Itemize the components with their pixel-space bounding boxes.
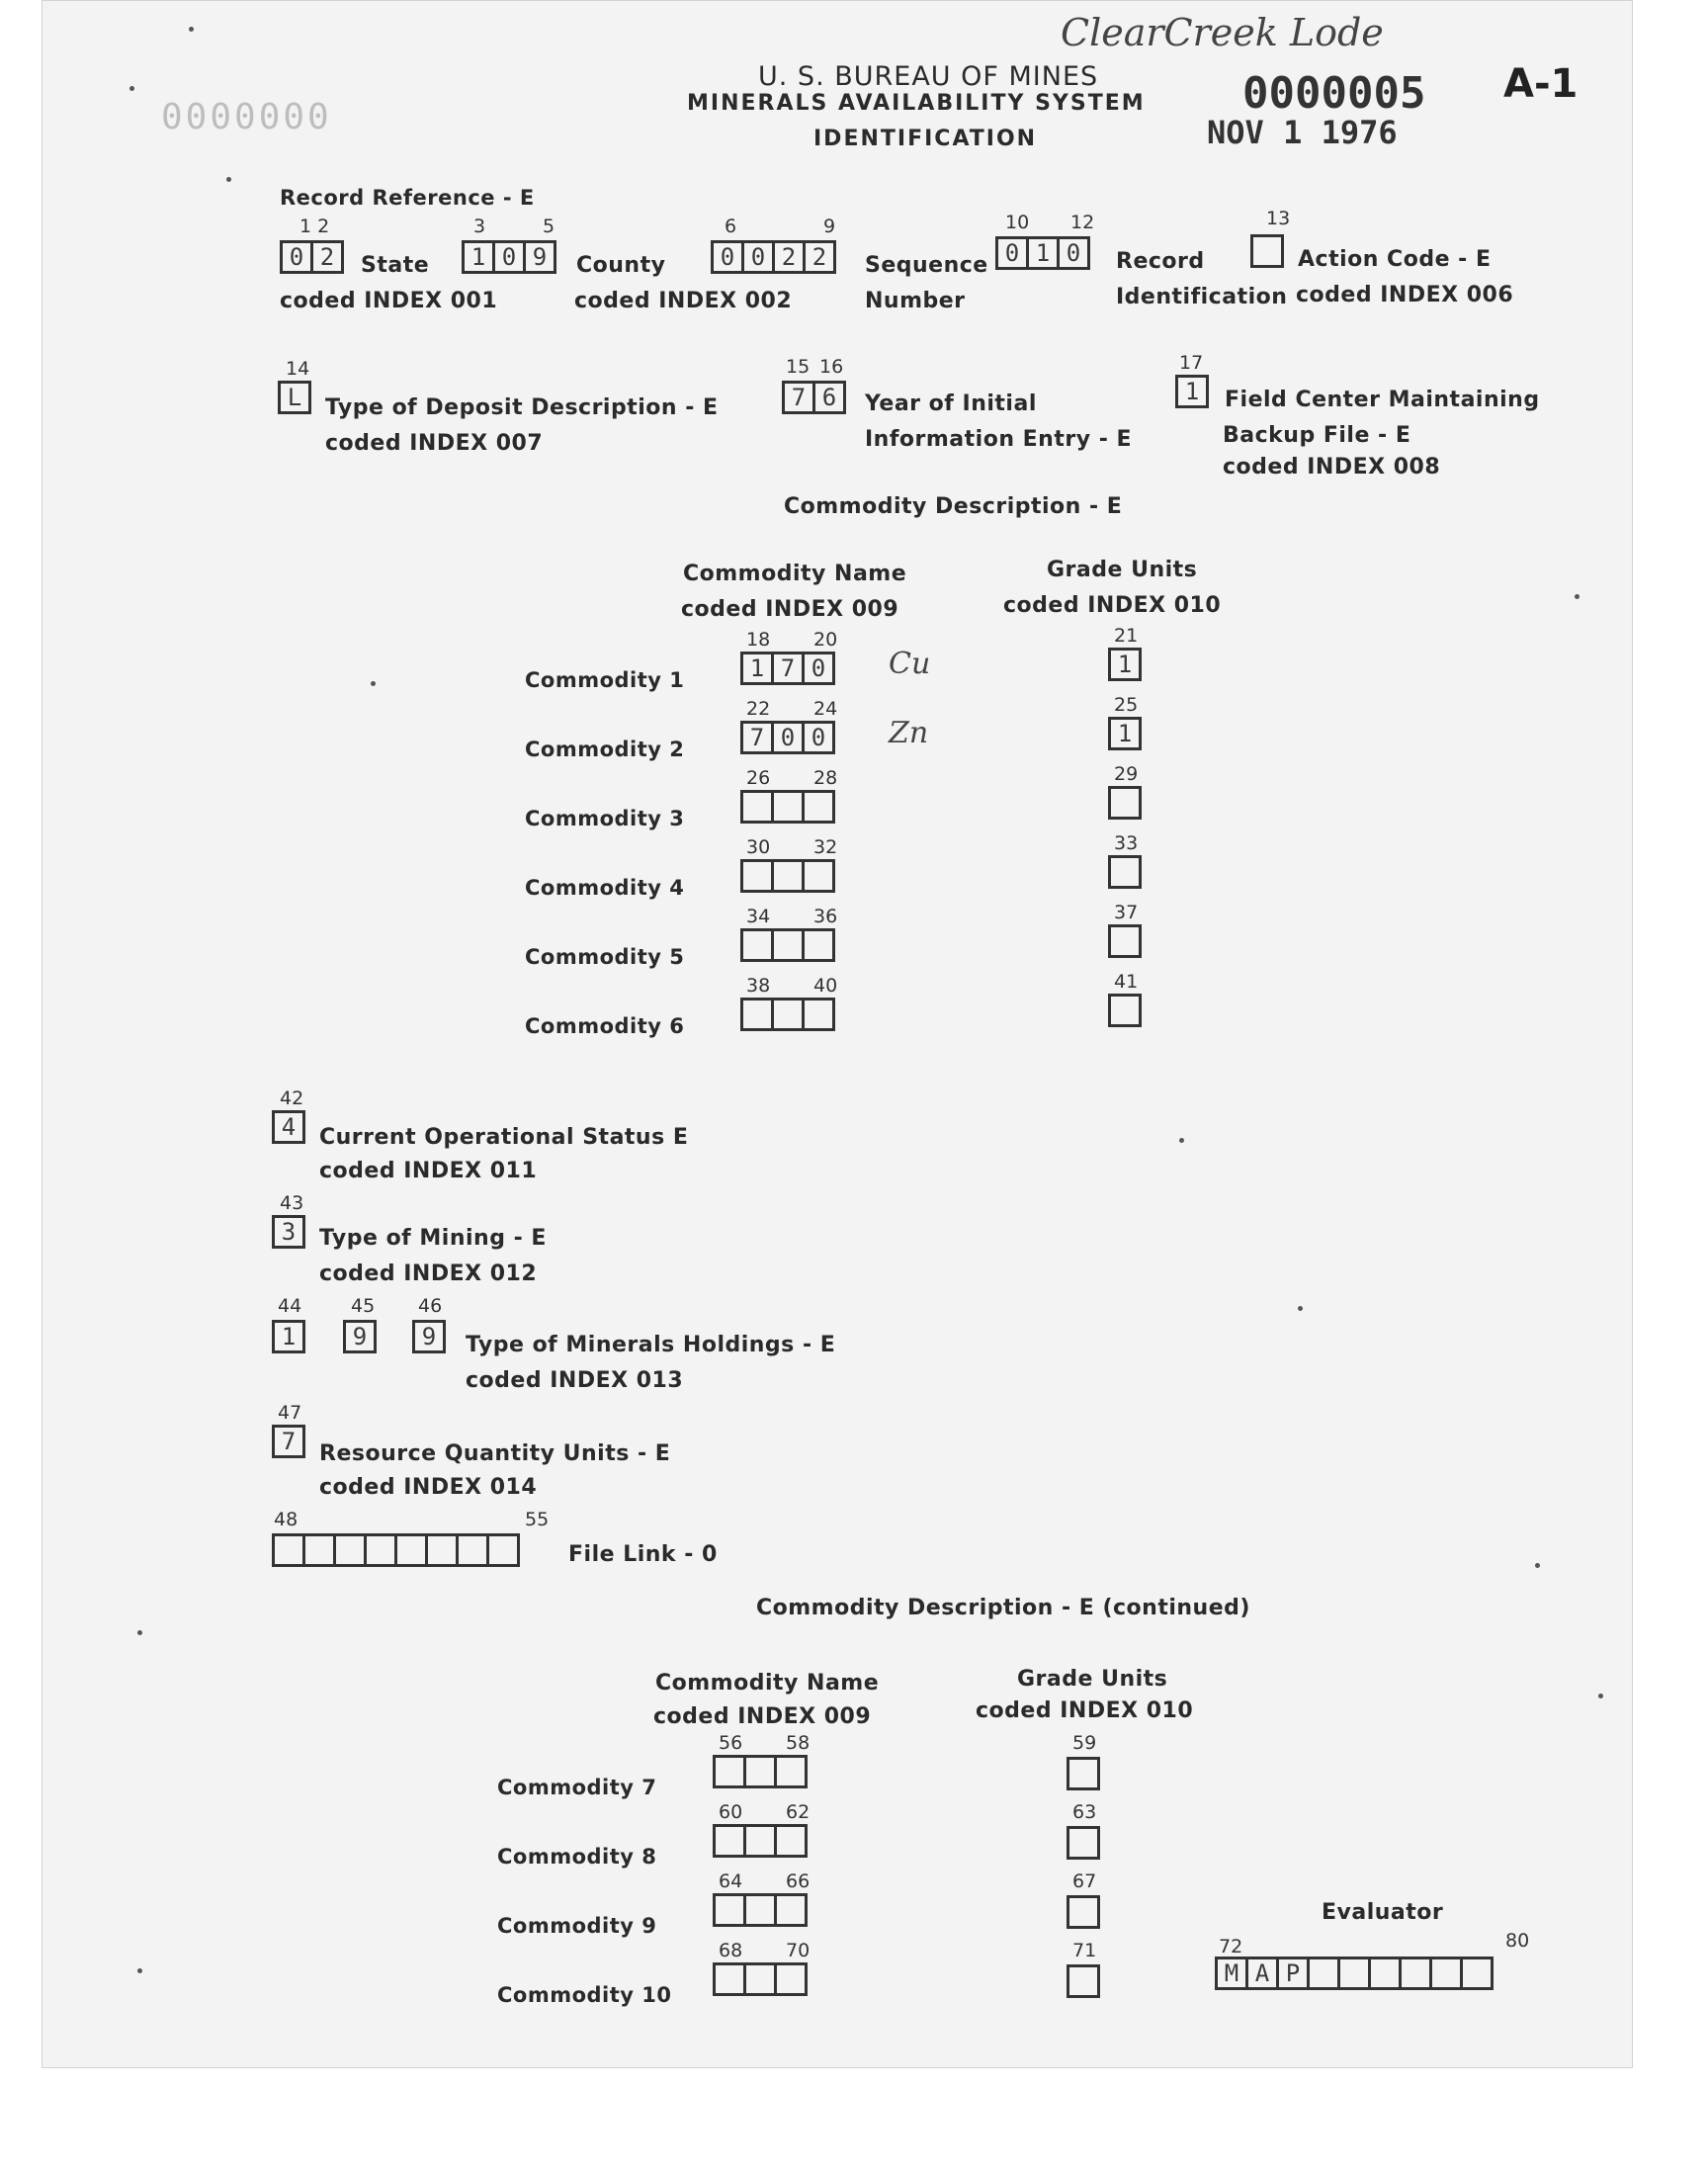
quantity-units-field[interactable] — [272, 1425, 305, 1458]
scan-speck — [1298, 1306, 1303, 1311]
grade-units-index-2: coded INDEX 010 — [976, 1698, 1194, 1723]
grade-units-field[interactable] — [1067, 1757, 1100, 1790]
commodity-name-field[interactable] — [740, 652, 835, 685]
commodity-name-field-cell[interactable] — [743, 1824, 777, 1858]
commodity-name-field-cell[interactable] — [743, 1893, 777, 1927]
record-cell[interactable]: 0 — [1057, 236, 1090, 270]
commodity-name-field-cell[interactable] — [740, 790, 774, 824]
scan-speck — [1598, 1694, 1603, 1698]
grade-units-field-cell[interactable] — [1067, 1757, 1100, 1790]
grade-col: 41 — [1114, 971, 1139, 993]
grade-units-header: Grade Units — [1047, 558, 1198, 582]
county-code-field[interactable] — [462, 240, 556, 274]
file-link-cell[interactable] — [425, 1533, 459, 1567]
file-link-cell[interactable] — [364, 1533, 397, 1567]
commodity-section-title: Commodity Description - E — [784, 494, 1123, 519]
grade-units-field-cell[interactable]: 1 — [1108, 648, 1142, 681]
county-col-end: 5 — [543, 216, 555, 237]
commodity-row-label: Commodity 9 — [497, 1914, 657, 1938]
commodity-name-field-cell[interactable] — [740, 859, 774, 893]
grade-units-field[interactable] — [1067, 1895, 1100, 1929]
commodity-col-start: 30 — [746, 836, 771, 858]
record-cell[interactable]: 0 — [995, 236, 1029, 270]
action-col: 13 — [1266, 208, 1291, 229]
record-col-start: 10 — [1005, 212, 1030, 233]
holdings-cell-1[interactable]: 1 — [272, 1320, 305, 1353]
commodity-name-index-2: coded INDEX 009 — [653, 1704, 872, 1729]
commodity-name-field-cell[interactable]: 0 — [771, 721, 805, 754]
grade-col: 71 — [1072, 1940, 1097, 1961]
commodity-col-start: 68 — [719, 1940, 743, 1961]
grade-col: 67 — [1072, 1870, 1097, 1892]
commodity-continued-title: Commodity Description - E (continued) — [756, 1596, 1250, 1620]
evaluator-cell[interactable]: P — [1276, 1957, 1310, 1990]
evaluator-cell[interactable] — [1429, 1957, 1463, 1990]
grade-units-field[interactable] — [1108, 786, 1142, 820]
quantity-cell[interactable]: 7 — [272, 1425, 305, 1458]
commodity-name-field-cell[interactable] — [713, 1893, 746, 1927]
commodity-col-end: 20 — [813, 629, 838, 651]
commodity-name-field-cell[interactable] — [802, 790, 835, 824]
commodity-name-field-cell[interactable]: 1 — [740, 652, 774, 685]
grade-col: 29 — [1114, 763, 1139, 785]
commodity-name-field-cell[interactable] — [771, 790, 805, 824]
commodity-col-start: 64 — [719, 1870, 743, 1892]
commodity-col-end: 58 — [786, 1732, 811, 1754]
county-index: coded INDEX 002 — [574, 289, 793, 313]
commodity-col-end: 70 — [786, 1940, 811, 1961]
field-center-sub1: Backup File - E — [1223, 423, 1411, 448]
commodity-col-start: 26 — [746, 767, 771, 789]
holdings-col-3: 46 — [418, 1295, 443, 1317]
commodity-row-label: Commodity 1 — [525, 668, 685, 692]
status-col: 42 — [280, 1088, 304, 1109]
evaluator-cell[interactable] — [1337, 1957, 1371, 1990]
evaluator-cell[interactable] — [1460, 1957, 1494, 1990]
form-code: A-1 — [1503, 61, 1579, 107]
commodity-name-field-cell[interactable]: 0 — [802, 721, 835, 754]
action-index: coded INDEX 006 — [1296, 283, 1514, 307]
record-reference-title: Record Reference - E — [280, 186, 535, 210]
grade-col: 63 — [1072, 1801, 1097, 1823]
date-stamp: NOV 1 1976 — [1207, 114, 1398, 151]
commodity-name-field-cell[interactable] — [771, 998, 805, 1031]
field-center-field[interactable] — [1175, 375, 1209, 408]
form-title: IDENTIFICATION — [813, 127, 1038, 151]
holdings-field-2[interactable] — [343, 1320, 377, 1353]
holdings-field-3[interactable] — [412, 1320, 446, 1353]
year-cell[interactable]: 6 — [812, 381, 846, 414]
field-center-col: 17 — [1179, 352, 1204, 374]
holdings-col-1: 44 — [278, 1295, 302, 1317]
holdings-index: coded INDEX 013 — [466, 1368, 684, 1393]
grade-col: 37 — [1114, 902, 1139, 923]
scan-speck — [189, 27, 194, 32]
grade-units-field[interactable] — [1108, 855, 1142, 889]
holdings-cell-3[interactable]: 9 — [412, 1320, 446, 1353]
file-link-col-start: 48 — [274, 1509, 299, 1530]
commodity-handwritten-note: Zn — [889, 716, 929, 750]
deposit-col: 14 — [286, 358, 310, 380]
year-label: Year of Initial — [865, 392, 1037, 416]
evaluator-col-start: 72 — [1219, 1936, 1243, 1958]
action-code-field[interactable] — [1250, 234, 1284, 268]
mining-cell[interactable]: 3 — [272, 1215, 305, 1249]
county-col-start: 3 — [473, 216, 486, 237]
file-link-cell[interactable] — [272, 1533, 305, 1567]
county-cell[interactable]: 9 — [523, 240, 556, 274]
commodity-name-field-cell[interactable] — [713, 1755, 746, 1788]
commodity-name-field-cell[interactable] — [802, 998, 835, 1031]
commodity-name-field-cell[interactable] — [774, 1824, 808, 1858]
evaluator-cell[interactable] — [1368, 1957, 1402, 1990]
sequence-label: Sequence — [865, 253, 988, 278]
record-cell[interactable]: 1 — [1026, 236, 1060, 270]
mining-index: coded INDEX 012 — [319, 1262, 538, 1286]
status-index: coded INDEX 011 — [319, 1159, 538, 1183]
grade-units-field-cell[interactable] — [1067, 1895, 1100, 1929]
evaluator-col-end: 80 — [1505, 1930, 1530, 1952]
grade-units-field[interactable] — [1067, 1964, 1100, 1998]
commodity-name-field[interactable] — [740, 790, 835, 824]
grade-units-field-cell[interactable] — [1067, 1826, 1100, 1860]
handwritten-title: ClearCreek Lode — [1061, 11, 1384, 54]
evaluator-field[interactable] — [1215, 1957, 1494, 1990]
commodity-col-start: 38 — [746, 975, 771, 997]
record-col-end: 12 — [1070, 212, 1095, 233]
file-link-cell[interactable] — [333, 1533, 367, 1567]
field-center-sub2: coded INDEX 008 — [1223, 455, 1441, 479]
deposit-index: coded INDEX 007 — [325, 431, 544, 456]
county-cell[interactable]: 1 — [462, 240, 495, 274]
sequence-cell[interactable]: 2 — [803, 240, 836, 274]
grade-units-field-cell[interactable] — [1067, 1964, 1100, 1998]
commodity-name-field-cell[interactable] — [743, 1962, 777, 1996]
holdings-label: Type of Minerals Holdings - E — [466, 1333, 836, 1357]
commodity-name-field-cell[interactable]: 0 — [802, 652, 835, 685]
commodity-row-label: Commodity 8 — [497, 1845, 657, 1869]
scan-speck — [137, 1630, 142, 1635]
commodity-col-end: 40 — [813, 975, 838, 997]
commodity-name-field-cell[interactable] — [774, 1755, 808, 1788]
commodity-name-field-cell[interactable] — [740, 998, 774, 1031]
commodity-col-end: 36 — [813, 906, 838, 927]
grade-units-field[interactable] — [1108, 648, 1142, 681]
scan-speck — [137, 1968, 142, 1973]
county-cell[interactable]: 0 — [492, 240, 526, 274]
mining-type-field[interactable] — [272, 1215, 305, 1249]
commodity-name-header: Commodity Name — [683, 562, 907, 586]
status-cell[interactable]: 4 — [272, 1110, 305, 1144]
evaluator-label: Evaluator — [1322, 1900, 1444, 1925]
grade-units-field-cell[interactable] — [1108, 924, 1142, 958]
year-sub: Information Entry - E — [865, 427, 1133, 452]
scan-speck — [1535, 1563, 1540, 1568]
record-number: 0000005 — [1242, 68, 1426, 119]
scan-speck — [129, 86, 134, 91]
commodity-name-field-cell[interactable] — [771, 859, 805, 893]
state-column-numbers: 1 2 — [299, 216, 330, 237]
grade-col: 21 — [1114, 625, 1139, 647]
commodity-col-start: 60 — [719, 1801, 743, 1823]
commodity-col-start: 22 — [746, 698, 771, 720]
record-label: Record — [1116, 249, 1205, 274]
commodity-row-label: Commodity 4 — [525, 876, 685, 900]
system-name: MINERALS AVAILABILITY SYSTEM — [687, 91, 1146, 116]
scanned-form-page — [42, 0, 1633, 2068]
commodity-row-label: Commodity 3 — [525, 807, 685, 830]
quantity-label: Resource Quantity Units - E — [319, 1441, 671, 1466]
deposit-label: Type of Deposit Description - E — [325, 395, 719, 420]
holdings-field-1[interactable] — [272, 1320, 305, 1353]
commodity-name-field[interactable] — [713, 1893, 808, 1927]
commodity-col-end: 28 — [813, 767, 838, 789]
commodity-col-end: 62 — [786, 1801, 811, 1823]
scan-speck — [1179, 1138, 1184, 1143]
year-cell[interactable]: 7 — [782, 381, 815, 414]
grade-units-field[interactable] — [1067, 1826, 1100, 1860]
record-identification-field[interactable] — [995, 236, 1090, 270]
grade-units-index: coded INDEX 010 — [1003, 593, 1222, 618]
county-label: County — [576, 253, 666, 278]
status-label: Current Operational Status E — [319, 1125, 689, 1150]
file-link-label: File Link - 0 — [568, 1542, 718, 1567]
record-sub: Identification — [1116, 285, 1288, 309]
commodity-row-label: Commodity 5 — [525, 945, 685, 969]
commodity-name-field-cell[interactable] — [740, 928, 774, 962]
action-label: Action Code - E — [1298, 247, 1492, 272]
grade-units-field[interactable] — [1108, 994, 1142, 1027]
holdings-cell-2[interactable]: 9 — [343, 1320, 377, 1353]
faded-stamp-number: 0000000 — [161, 97, 332, 137]
commodity-name-field-cell[interactable] — [802, 928, 835, 962]
commodity-name-field[interactable] — [740, 859, 835, 893]
commodity-name-index: coded INDEX 009 — [681, 597, 899, 622]
commodity-name-field-cell[interactable]: 7 — [771, 652, 805, 685]
commodity-col-start: 34 — [746, 906, 771, 927]
commodity-name-field[interactable] — [740, 998, 835, 1031]
sequence-number-field[interactable] — [711, 240, 836, 274]
quantity-col: 47 — [278, 1402, 302, 1424]
scan-speck — [1575, 594, 1580, 599]
commodity-name-field[interactable] — [740, 721, 835, 754]
commodity-name-field[interactable] — [713, 1962, 808, 1996]
commodity-col-end: 32 — [813, 836, 838, 858]
year-initial-entry-field[interactable] — [782, 381, 846, 414]
commodity-name-field-cell[interactable]: 7 — [740, 721, 774, 754]
commodity-name-field-cell[interactable] — [774, 1962, 808, 1996]
commodity-col-end: 24 — [813, 698, 838, 720]
state-label: State — [361, 253, 430, 278]
file-link-cell[interactable] — [394, 1533, 428, 1567]
field-center-cell[interactable]: 1 — [1175, 375, 1209, 408]
mining-col: 43 — [280, 1192, 304, 1214]
commodity-row-label: Commodity 10 — [497, 1983, 672, 2007]
state-code-field[interactable] — [280, 240, 344, 274]
deposit-cell[interactable]: L — [278, 381, 311, 414]
field-center-label: Field Center Maintaining — [1225, 388, 1540, 412]
grade-col: 59 — [1072, 1732, 1097, 1754]
grade-col: 33 — [1114, 832, 1139, 854]
holdings-col-2: 45 — [351, 1295, 376, 1317]
evaluator-cell[interactable] — [1399, 1957, 1432, 1990]
sequence-cell[interactable]: 0 — [711, 240, 744, 274]
state-index: coded INDEX 001 — [280, 289, 498, 313]
sequence-cell[interactable]: 2 — [772, 240, 806, 274]
commodity-row-label: Commodity 6 — [525, 1014, 685, 1038]
commodity-name-field-cell[interactable] — [771, 928, 805, 962]
commodity-name-field-cell[interactable] — [774, 1893, 808, 1927]
commodity-name-field-cell[interactable] — [713, 1824, 746, 1858]
commodity-name-field-cell[interactable] — [713, 1962, 746, 1996]
file-link-cell[interactable] — [486, 1533, 520, 1567]
commodity-row-label: Commodity 7 — [497, 1776, 657, 1799]
file-link-col-end: 55 — [525, 1509, 550, 1530]
evaluator-cell[interactable]: M — [1215, 1957, 1248, 1990]
year-col-start: 15 — [786, 356, 811, 378]
grade-units-field[interactable] — [1108, 924, 1142, 958]
mining-label: Type of Mining - E — [319, 1226, 547, 1251]
commodity-row-label: Commodity 2 — [525, 738, 685, 761]
commodity-col-start: 18 — [746, 629, 771, 651]
commodity-col-end: 66 — [786, 1870, 811, 1892]
commodity-name-field[interactable] — [713, 1755, 808, 1788]
commodity-name-field-cell[interactable] — [802, 859, 835, 893]
sequence-cell[interactable]: 0 — [741, 240, 775, 274]
commodity-name-field-cell[interactable] — [743, 1755, 777, 1788]
year-col-end: 16 — [819, 356, 844, 378]
evaluator-cell[interactable] — [1307, 1957, 1340, 1990]
action-cell[interactable] — [1250, 234, 1284, 268]
file-link-cell[interactable] — [456, 1533, 489, 1567]
grade-col: 25 — [1114, 694, 1139, 716]
grade-units-header-2: Grade Units — [1017, 1667, 1168, 1692]
commodity-col-start: 56 — [719, 1732, 743, 1754]
state-cell[interactable]: 0 — [280, 240, 313, 274]
file-link-cell[interactable] — [302, 1533, 336, 1567]
agency-name: U. S. BUREAU OF MINES — [758, 61, 1099, 92]
operational-status-field[interactable] — [272, 1110, 305, 1144]
sequence-col-end: 9 — [823, 216, 836, 237]
sequence-sub: Number — [865, 289, 966, 313]
grade-units-field[interactable] — [1108, 717, 1142, 750]
grade-units-field-cell[interactable]: 1 — [1108, 717, 1142, 750]
deposit-type-field[interactable] — [278, 381, 311, 414]
state-cell[interactable]: 2 — [310, 240, 344, 274]
quantity-index: coded INDEX 014 — [319, 1475, 538, 1500]
grade-units-field-cell[interactable] — [1108, 994, 1142, 1027]
commodity-name-field[interactable] — [713, 1824, 808, 1858]
commodity-name-field[interactable] — [740, 928, 835, 962]
grade-units-field-cell[interactable] — [1108, 855, 1142, 889]
sequence-col-start: 6 — [725, 216, 737, 237]
file-link-field[interactable] — [272, 1533, 520, 1567]
commodity-name-header-2: Commodity Name — [655, 1671, 880, 1696]
evaluator-cell[interactable]: A — [1245, 1957, 1279, 1990]
scan-speck — [226, 177, 231, 182]
commodity-handwritten-note: Cu — [889, 647, 931, 681]
grade-units-field-cell[interactable] — [1108, 786, 1142, 820]
scan-speck — [371, 681, 376, 686]
